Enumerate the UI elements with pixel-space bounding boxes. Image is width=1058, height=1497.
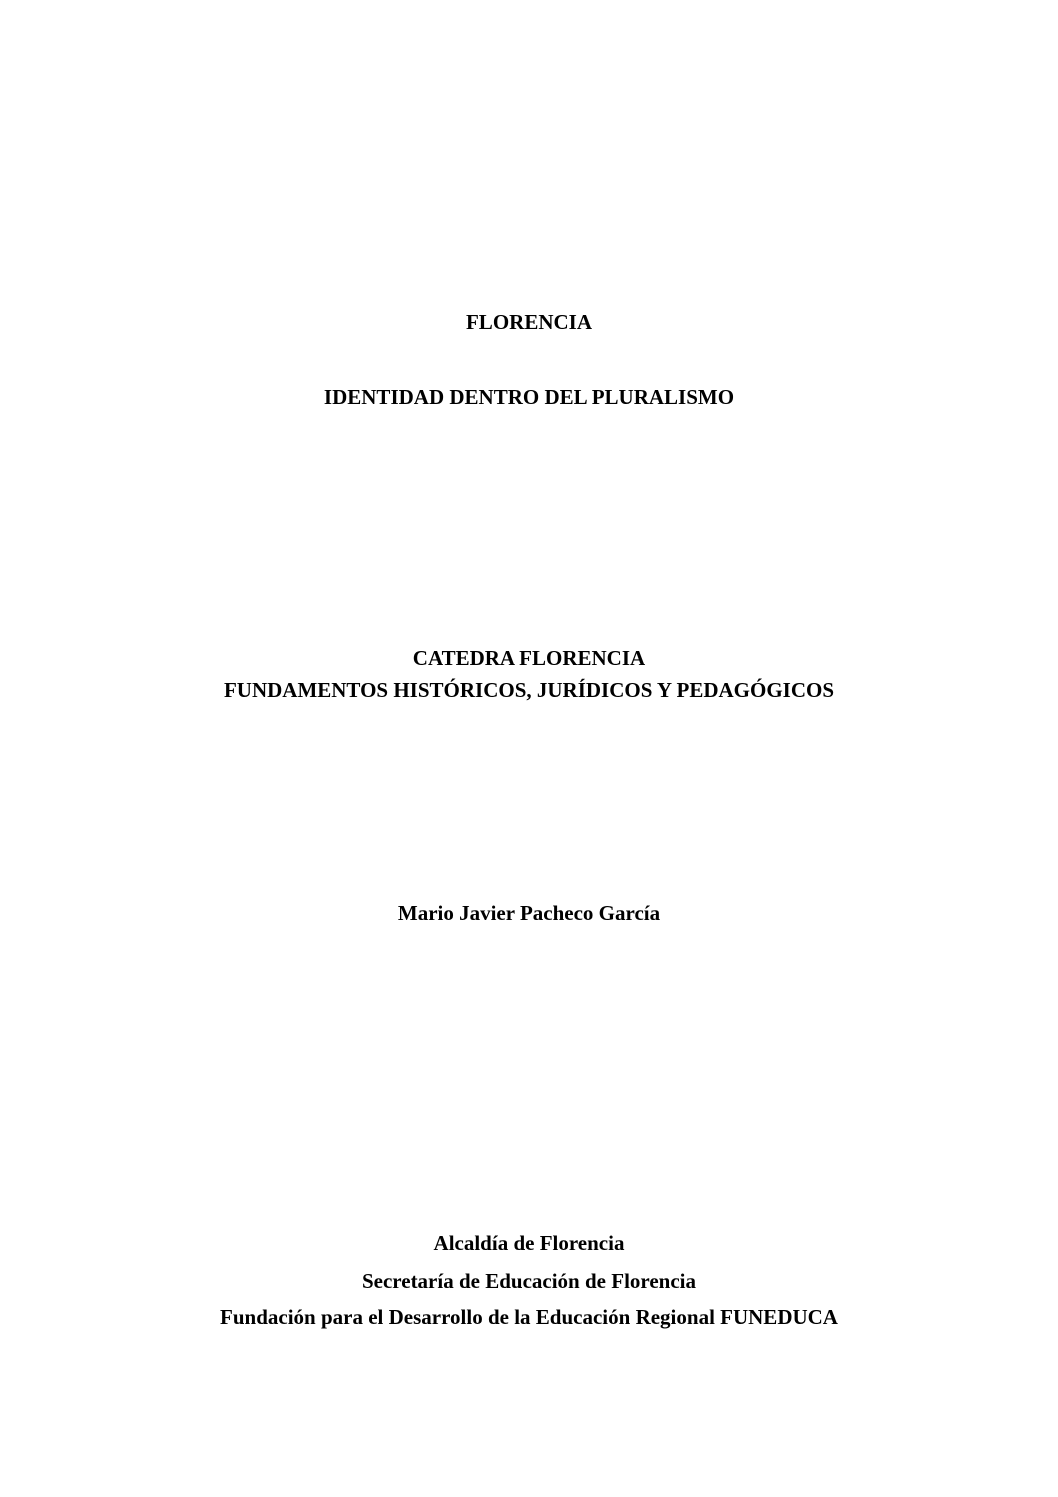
publisher-line-alcaldia: Alcaldía de Florencia (433, 1231, 625, 1255)
document-subtitle: IDENTIDAD DENTRO DEL PLURALISMO (323, 385, 735, 409)
document-title: FLORENCIA (465, 310, 592, 334)
publisher-line-fundacion: Fundación para el Desarrollo de la Educación Regional FUNEDUCA (220, 1305, 838, 1329)
author-name: Mario Javier Pacheco García (397, 901, 661, 925)
chair-title: CATEDRA FLORENCIA (412, 646, 646, 670)
publisher-line-secretaria: Secretaría de Educación de Florencia (361, 1269, 696, 1293)
chair-subtitle: FUNDAMENTOS HISTÓRICOS, JURÍDICOS Y PEDAGÓGICOS (223, 678, 835, 702)
